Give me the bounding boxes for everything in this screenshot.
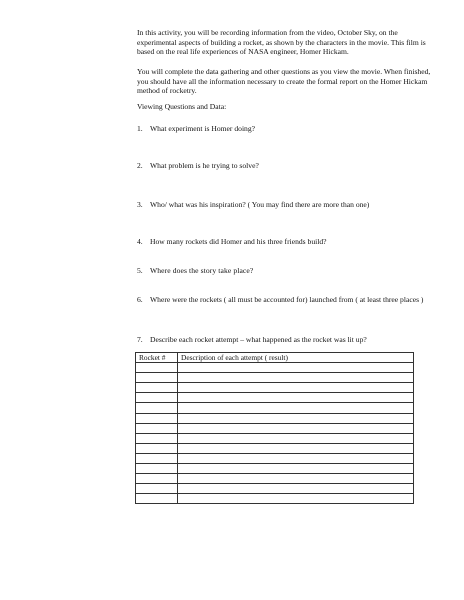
question-number: 6. (137, 295, 143, 304)
rocket-number-cell (136, 413, 178, 423)
rocket-number-header: Rocket # (136, 353, 178, 363)
rocket-number-cell (136, 443, 178, 453)
question-text: Where were the rockets ( all must be accounted for) launched from ( at least three places ) (150, 295, 424, 304)
description-cell (178, 393, 414, 403)
description-cell (178, 363, 414, 373)
description-cell (178, 464, 414, 474)
rocket-number-cell (136, 393, 178, 403)
question-number: 5. (137, 266, 143, 275)
rocket-number-cell (136, 453, 178, 463)
table-row (136, 453, 414, 463)
question-text: Where does the story take place? (150, 266, 254, 275)
table-header-row (136, 353, 414, 363)
table-row (136, 413, 414, 423)
description-cell (178, 453, 414, 463)
table-row (136, 423, 414, 433)
table-body (136, 363, 414, 504)
question-number: 7. (137, 335, 143, 344)
table-row (136, 474, 414, 484)
description-cell (178, 383, 414, 393)
intro-paragraph-1: In this activity, you will be recording information from the video, October Sky, on the experimental aspects of building a rocket, as shown by the characters in the movie. This film is based on the real life experiences of NASA engineer, Homer Hickam. (137, 28, 426, 57)
rocket-number-cell (136, 363, 178, 373)
rocket-number-cell (136, 383, 178, 393)
question-number: 4. (137, 237, 143, 246)
section-heading: Viewing Questions and Data: (137, 102, 227, 111)
rocket-attempts-table (135, 352, 414, 504)
description-cell (178, 443, 414, 453)
question-number: 1. (137, 124, 143, 133)
rocket-number-cell (136, 423, 178, 433)
description-cell (178, 433, 414, 443)
rocket-number-cell (136, 433, 178, 443)
question-text: What experiment is Homer doing? (150, 124, 256, 133)
question-number: 2. (137, 161, 143, 170)
rocket-number-cell (136, 494, 178, 504)
rocket-number-cell (136, 464, 178, 474)
table-row (136, 443, 414, 453)
table-row (136, 393, 414, 403)
description-cell (178, 373, 414, 383)
description-header: Description of each attempt ( result) (178, 353, 414, 363)
table-row (136, 494, 414, 504)
table-row (136, 433, 414, 443)
rocket-number-cell (136, 474, 178, 484)
description-cell (178, 413, 414, 423)
description-cell (178, 423, 414, 433)
description-cell (178, 474, 414, 484)
question-text: Who/ what was his inspiration? ( You may find there are more than one) (150, 200, 370, 209)
question-text: How many rockets did Homer and his three friends build? (150, 237, 327, 246)
table-row (136, 403, 414, 413)
description-cell (178, 403, 414, 413)
question-number: 3. (137, 200, 143, 209)
description-cell (178, 494, 414, 504)
rocket-number-cell (136, 484, 178, 494)
rocket-number-cell (136, 403, 178, 413)
question-text: Describe each rocket attempt – what happened as the rocket was lit up? (150, 335, 367, 344)
description-cell (178, 484, 414, 494)
rocket-number-cell (136, 373, 178, 383)
table-row (136, 373, 414, 383)
table-row (136, 464, 414, 474)
table-row (136, 383, 414, 393)
table-row (136, 363, 414, 373)
question-text: What problem is he trying to solve? (150, 161, 259, 170)
intro-paragraph-2: You will complete the data gathering and other questions as you view the movie. When finished, you should have all the information necessary to create the formal report on the Homer Hickam method of rocketry. (137, 67, 431, 96)
table-row (136, 484, 414, 494)
